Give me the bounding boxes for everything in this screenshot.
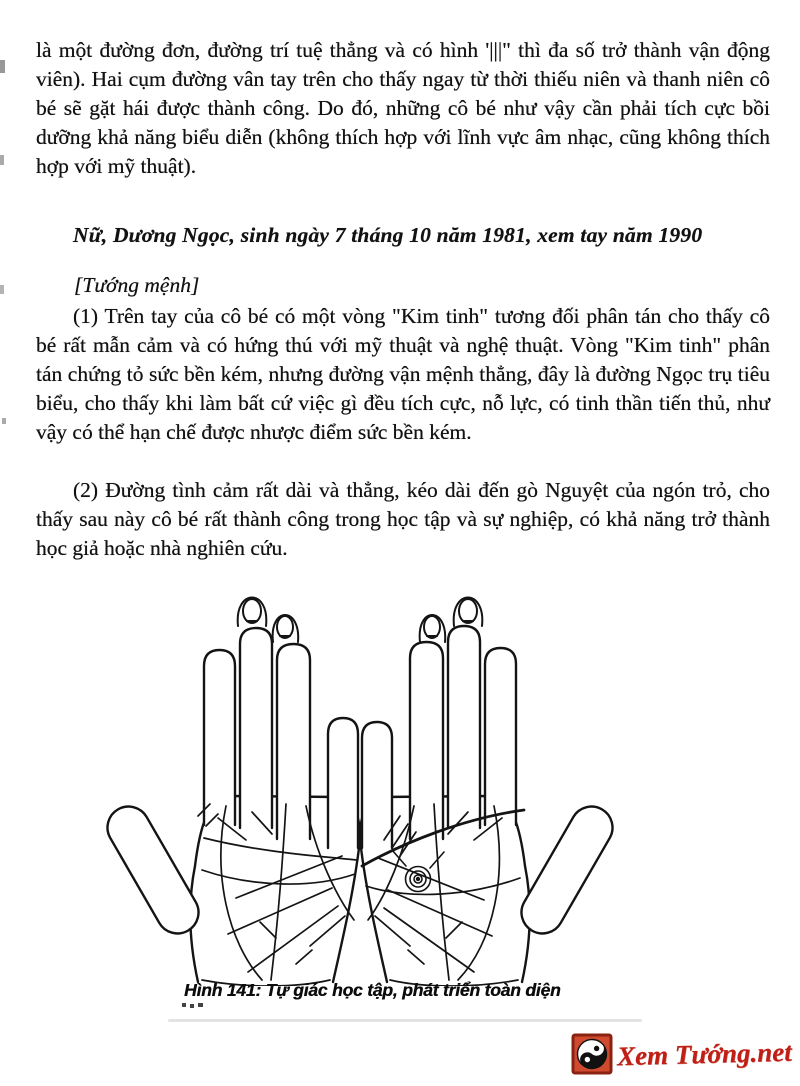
left-finger xyxy=(277,644,310,839)
scan-artifact xyxy=(2,418,6,424)
left-thumb xyxy=(100,799,206,941)
right-thumb xyxy=(514,799,620,941)
scan-artifact xyxy=(198,1003,203,1007)
paragraph-intro: là một đường đơn, đường trí tuệ thẳng và có hình '|||" thì đa số trở thành vận động viên). Hai cụm đường vân tay trên cho thấy ngay từ thời thiếu niên và thanh niên cô bé sẽ gặt hái được thành công. Do đó, những cô bé như vậy cần phải tích cực bồi dưỡng khả năng biểu diễn (không thích hợp với lĩnh vực âm nhạc, cũng không thích hợp với mỹ thuật). xyxy=(36,38,770,178)
scan-artifact xyxy=(0,285,4,294)
right-finger xyxy=(448,626,480,828)
right-finger xyxy=(410,642,443,839)
left-finger xyxy=(204,650,235,825)
palm-illustration xyxy=(100,554,700,986)
scan-artifact xyxy=(190,1004,194,1008)
right-finger xyxy=(485,648,516,825)
figure-caption: Hình 141: Tự giác học tập, phát triển toàn diện xyxy=(184,980,561,1000)
scan-artifact xyxy=(0,155,4,165)
left-finger xyxy=(328,718,358,848)
paragraph-item-1: (1) Trên tay của cô bé có một vòng "Kim tinh" tương đối phân tán cho thấy cô bé rất mẫn cảm và có hứng thú với mỹ thuật và nghệ thuật. Vòng "Kim tinh" phân tán chứng tỏ sức bền kém, nhưng đường vận mệnh thẳng, đây là đường Ngọc trụ tiêu biểu, cho thấy khi làm bất cứ việc gì đều tích cực, nỗ lực, có tinh thần tiến thủ, như vậy có thể hạn chế được nhược điểm sức bền kém. xyxy=(36,304,770,444)
right-finger xyxy=(362,722,392,848)
case-heading: Nữ, Dương Ngọc, sinh ngày 7 tháng 10 năm 1981, xem tay năm 1990 xyxy=(73,223,703,247)
yin-yang-stamp-icon xyxy=(571,1031,613,1077)
paragraph-item-2: (2) Đường tình cảm rất dài và thẳng, kéo dài đến gò Nguyệt của ngón trỏ, cho thấy sau này cô bé rất thành công trong học tập và sự nghiệp, có khả năng trở thành học giả hoặc nhà nghiên cứu. xyxy=(36,478,770,560)
two-palms-drawing xyxy=(100,554,700,986)
section-label: [Tướng mệnh] xyxy=(74,273,200,297)
scan-artifact xyxy=(0,60,5,73)
left-finger xyxy=(240,628,272,828)
scan-artifact xyxy=(182,1003,186,1007)
scan-artifact-smudge xyxy=(168,1019,642,1022)
watermark xyxy=(571,1031,792,1077)
watermark-text: Xem Tướng.net xyxy=(616,1036,793,1071)
